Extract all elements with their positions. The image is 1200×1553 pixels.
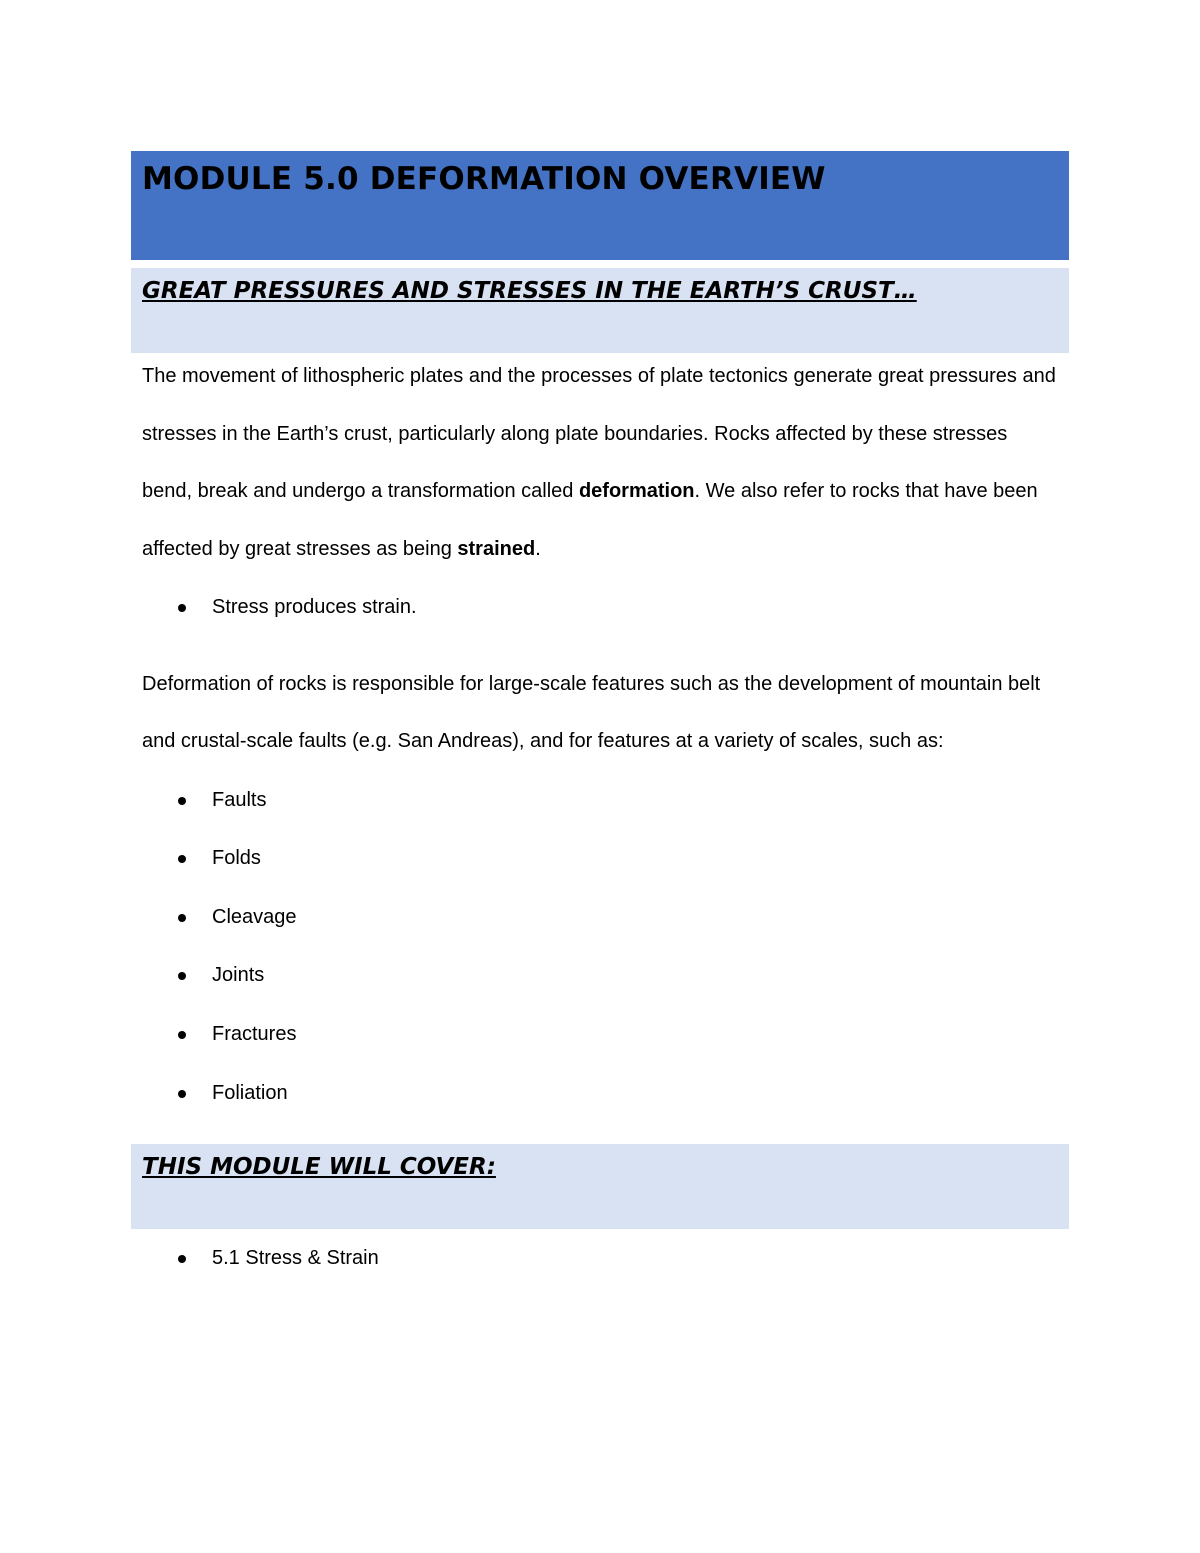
features-paragraph: Deformation of rocks is responsible for large-scale features such as the development of mountain belt and crustal-scale faults (e.g. San Andreas), and for features at a variety of scales, such as: <box>142 672 1041 753</box>
term-deformation: deformation <box>578 480 695 502</box>
stress-bullet-list <box>131 578 1069 637</box>
intro-paragraph <box>131 348 1069 578</box>
bullet-dot-icon <box>178 855 186 863</box>
bullet-dot-icon <box>178 1255 186 1263</box>
section-heading-band <box>131 1144 1069 1229</box>
intro-text-1: The movement of lithospheric plates and the processes of plate tectonics generate great pressures and stresses in the Earth’s crust, particularly along plate boundaries. Rocks affected by these stresses bend, break and undergo a transformation called <box>142 365 1056 502</box>
list-item-text: Cleavage <box>212 905 297 928</box>
list-item-text: Foliation <box>212 1081 288 1104</box>
list-item-text: Stress produces strain. <box>212 596 417 618</box>
bullet-dot-icon <box>178 797 186 805</box>
intro-text-2: . We also refer to rocks that have been affected by great stresses as being <box>142 480 1038 560</box>
bullet-dot-icon <box>178 1031 186 1039</box>
list-item <box>131 946 1069 1005</box>
bullet-dot-icon <box>178 604 186 612</box>
coverage-list <box>131 1229 1069 1288</box>
list-item-text: Faults <box>212 788 267 811</box>
list-item <box>131 1005 1069 1064</box>
features-list <box>131 771 1069 1123</box>
list-item <box>131 1229 1069 1288</box>
list-item-text: 5.1 Stress & Strain <box>212 1247 379 1270</box>
title-band <box>131 151 1069 260</box>
intro-text-3: . <box>535 537 541 560</box>
list-item <box>131 771 1069 830</box>
term-strained: strained <box>457 537 536 560</box>
list-item <box>131 1064 1069 1123</box>
list-item <box>131 888 1069 947</box>
list-item <box>131 829 1069 888</box>
section-heading-crust: GREAT PRESSURES AND STRESSES IN THE EARTH’S CRUST… <box>142 278 917 304</box>
list-item-text: Fractures <box>212 1022 297 1045</box>
section-heading-band <box>131 268 1069 353</box>
list-item <box>131 578 1069 637</box>
bullet-dot-icon <box>178 972 186 980</box>
module-title: MODULE 5.0 DEFORMATION OVERVIEW <box>142 161 826 197</box>
document-page <box>131 151 1069 1288</box>
list-item-text: Folds <box>212 847 261 870</box>
bullet-dot-icon <box>178 914 186 922</box>
section-heading-coverage: THIS MODULE WILL COVER: <box>142 1154 496 1181</box>
list-item-text: Joints <box>212 964 265 987</box>
bullet-dot-icon <box>178 1090 186 1098</box>
